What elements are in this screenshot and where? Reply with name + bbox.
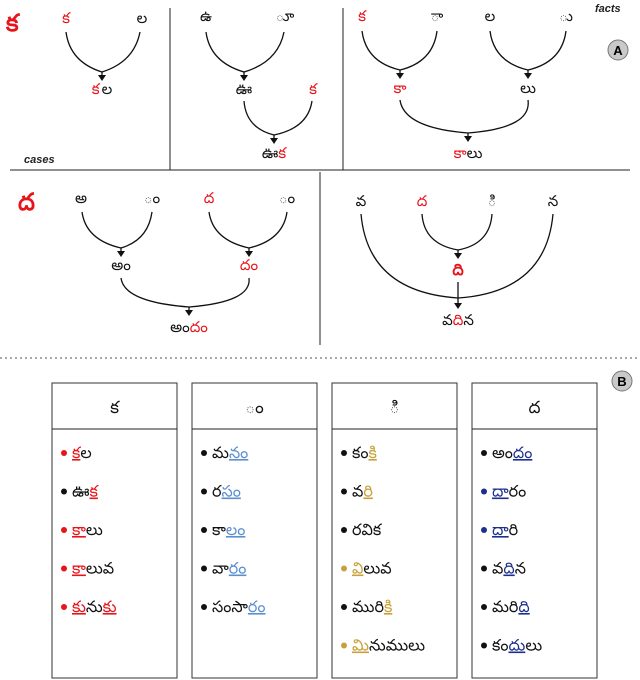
word-item: [352, 443, 377, 462]
word-segment: లువ: [363, 558, 392, 578]
word-segment: కం: [492, 635, 509, 655]
word-segment: మరి: [492, 597, 519, 616]
word-segment: కా: [72, 558, 86, 578]
word-item: [492, 520, 518, 539]
tree3-result: కాలు: [453, 144, 483, 162]
word-item: [72, 520, 103, 539]
word-segment: దా: [492, 520, 509, 539]
letter-column: [52, 383, 177, 678]
word-segment: కు: [72, 597, 86, 616]
word-item: [492, 443, 532, 462]
word-segment: లం: [225, 520, 246, 539]
letter-column: [332, 383, 457, 678]
word-item: [352, 520, 383, 539]
tree2-right2: క: [309, 80, 317, 98]
tree4-l2: ం: [143, 189, 161, 207]
tree1-arc-left: [66, 32, 102, 72]
tree4-mid-left: అం: [111, 256, 131, 274]
tree4-l1: అ: [74, 189, 88, 207]
word-item: [212, 443, 248, 462]
bullet-icon: [341, 566, 347, 572]
word-item: [352, 559, 392, 578]
tree5-result: వదిన: [442, 311, 474, 329]
word-segment: ది: [518, 597, 530, 616]
tree4-arrow-3: [185, 310, 193, 316]
tree1-left: క: [62, 9, 70, 27]
tree5-c4: న: [547, 192, 559, 210]
column-box: [192, 383, 317, 678]
tree-2: [200, 7, 318, 162]
tree4-arc-5: [121, 278, 189, 307]
word-item: [72, 597, 117, 616]
tree2-right: ూ: [275, 7, 295, 25]
word-segment: వ: [492, 558, 504, 578]
word-segment: నం: [228, 443, 249, 462]
tree5-arc-1: [422, 214, 458, 250]
word-segment: రి: [508, 520, 519, 539]
column-header: ద: [528, 398, 541, 418]
tree3-arc-3: [490, 31, 528, 70]
cases-label: cases: [24, 154, 55, 166]
word-segment: నుములు: [368, 635, 426, 655]
word-item: [72, 482, 100, 501]
big-letter-ka: క: [6, 9, 19, 37]
tree3-arc-5: [400, 100, 468, 133]
bullet-icon: [201, 566, 207, 572]
tree4-r2: ం: [278, 189, 296, 207]
word-item: [352, 597, 392, 616]
big-letter-da: ద: [18, 188, 35, 216]
bullet-icon: [341, 643, 347, 649]
bullet-icon: [61, 527, 67, 533]
word-segment: క: [72, 443, 81, 462]
tree4-arc-2: [121, 212, 152, 248]
bullet-icon: [201, 489, 207, 495]
column-box: [332, 383, 457, 678]
word-segment: రవిక: [352, 520, 382, 539]
tree2-mid: ఊ: [235, 80, 253, 98]
bullet-icon: [201, 527, 207, 533]
bullet-icon: [481, 527, 487, 533]
tree4-arc-3: [209, 212, 249, 248]
letter-column: [192, 383, 317, 678]
word-item: [352, 636, 425, 655]
bullet-icon: [61, 489, 67, 495]
tree5-arc-outer-left: [361, 214, 458, 298]
tree3-r1: ల: [484, 7, 496, 25]
tree-5: [356, 192, 559, 329]
word-segment: రం: [228, 558, 247, 578]
bullet-icon: [481, 489, 487, 495]
word-segment: దు: [508, 635, 526, 655]
word-segment: ముర: [352, 597, 384, 616]
word-segment: మ: [212, 443, 229, 462]
tree3-mid-left: కా: [393, 79, 407, 97]
bullet-icon: [341, 450, 347, 456]
tree3-r2: ు: [559, 7, 573, 25]
facts-label: facts: [595, 3, 621, 15]
bullet-icon: [61, 566, 67, 572]
word-segment: కా: [212, 520, 226, 539]
tree2-arc-right-2: [274, 101, 312, 135]
word-segment: క: [89, 481, 98, 501]
word-segment: దా: [492, 481, 509, 501]
bullet-icon: [481, 643, 487, 649]
word-item: [212, 482, 241, 501]
tree2-arc-left: [206, 32, 244, 72]
word-item: [492, 482, 526, 501]
word-segment: ది: [503, 558, 515, 578]
badge-a: [608, 40, 628, 60]
word-item: [212, 520, 245, 539]
word-segment: రం: [247, 597, 266, 616]
tree5-c3: ి: [487, 192, 497, 210]
word-segment: ికి: [383, 597, 393, 616]
bullet-icon: [61, 450, 67, 456]
tree-3: [358, 7, 573, 162]
tree3-arc-2: [400, 31, 437, 70]
tree5-arc-2: [458, 214, 492, 250]
bullet-icon: [341, 489, 347, 495]
tree4-mid-right: దం: [239, 256, 259, 274]
bullet-icon: [481, 566, 487, 572]
word-segment: ల: [80, 443, 92, 462]
word-segment: వి: [352, 558, 364, 578]
word-segment: మి: [352, 635, 369, 655]
tree4-arc-6: [189, 278, 249, 307]
word-segment: సంసా: [212, 597, 248, 616]
word-segment: కి: [368, 443, 377, 462]
word-segment: ర: [212, 481, 222, 501]
word-segment: లువ: [85, 558, 115, 578]
word-segment: రం: [508, 481, 527, 501]
column-box: [472, 383, 597, 678]
tree1-result: క ల: [91, 80, 113, 98]
word-segment: కం: [352, 443, 369, 462]
tree2-result: ఊక: [261, 144, 287, 162]
word-segment: లు: [85, 520, 103, 539]
word-segment: లు: [525, 635, 543, 655]
word-item: [492, 597, 530, 616]
badge-b: [612, 371, 632, 391]
word-segment: దం: [512, 443, 533, 462]
word-segment: వ: [352, 481, 364, 501]
column-header: క: [110, 398, 119, 418]
tree5-arrow-2: [454, 303, 462, 309]
tree3-l2: ా: [430, 7, 444, 25]
tree2-arc-left-2: [244, 101, 274, 135]
section-dividers: [0, 8, 640, 358]
tree1-arc-right: [102, 32, 140, 72]
word-item: [352, 482, 373, 501]
word-item: [212, 597, 265, 616]
word-segment: అం: [492, 443, 513, 462]
tree5-arrow-1: [454, 253, 462, 259]
tree4-arc-4: [249, 212, 287, 248]
bullet-icon: [341, 527, 347, 533]
word-segment: న: [514, 558, 526, 578]
tree3-l1: క: [358, 7, 366, 25]
tree4-r1: ద: [203, 189, 215, 207]
column-box: [52, 383, 177, 678]
tree5-arc-outer-right: [458, 214, 553, 298]
tree3-arc-1: [362, 31, 400, 70]
word-segment: కు: [102, 597, 117, 616]
tree2-arc-right: [244, 32, 284, 72]
tree-1: [62, 9, 148, 98]
bullet-icon: [481, 450, 487, 456]
word-segment: వా: [212, 558, 229, 578]
tree5-c1: వ: [355, 192, 367, 210]
tree4-arc-1: [82, 212, 121, 248]
column-header: ి: [389, 398, 400, 418]
bullet-icon: [61, 604, 67, 610]
bullet-icon: [481, 604, 487, 610]
tree3-arc-4: [528, 31, 566, 70]
tree-4: [75, 189, 296, 336]
tree3-arrow-3: [464, 136, 472, 142]
column-header: ం: [245, 398, 264, 418]
word-segment: రి: [363, 481, 373, 501]
badge-b-letter: B: [617, 374, 627, 389]
word-item: [72, 559, 114, 578]
bullet-icon: [341, 604, 347, 610]
letter-columns: [52, 383, 597, 678]
tree5-mid: ది: [452, 260, 464, 279]
tree3-arc-6: [468, 100, 528, 133]
letter-column: [472, 383, 597, 678]
word-item: [492, 559, 526, 578]
bullet-icon: [201, 604, 207, 610]
bullet-icon: [201, 450, 207, 456]
tree4-result: అందం: [170, 318, 208, 336]
word-item: [492, 636, 542, 655]
word-segment: ను: [85, 597, 103, 616]
tree1-right: ల: [136, 9, 148, 27]
tree2-left: ఉ: [200, 7, 212, 25]
word-item: [212, 559, 246, 578]
badge-a-letter: A: [613, 43, 623, 58]
word-segment: కా: [72, 520, 86, 539]
word-item: [72, 443, 92, 462]
tree5-c2: ద: [416, 192, 428, 210]
word-segment: ఊ: [72, 481, 90, 501]
tree3-mid-right: లు: [520, 79, 536, 97]
word-segment: సం: [221, 481, 241, 501]
